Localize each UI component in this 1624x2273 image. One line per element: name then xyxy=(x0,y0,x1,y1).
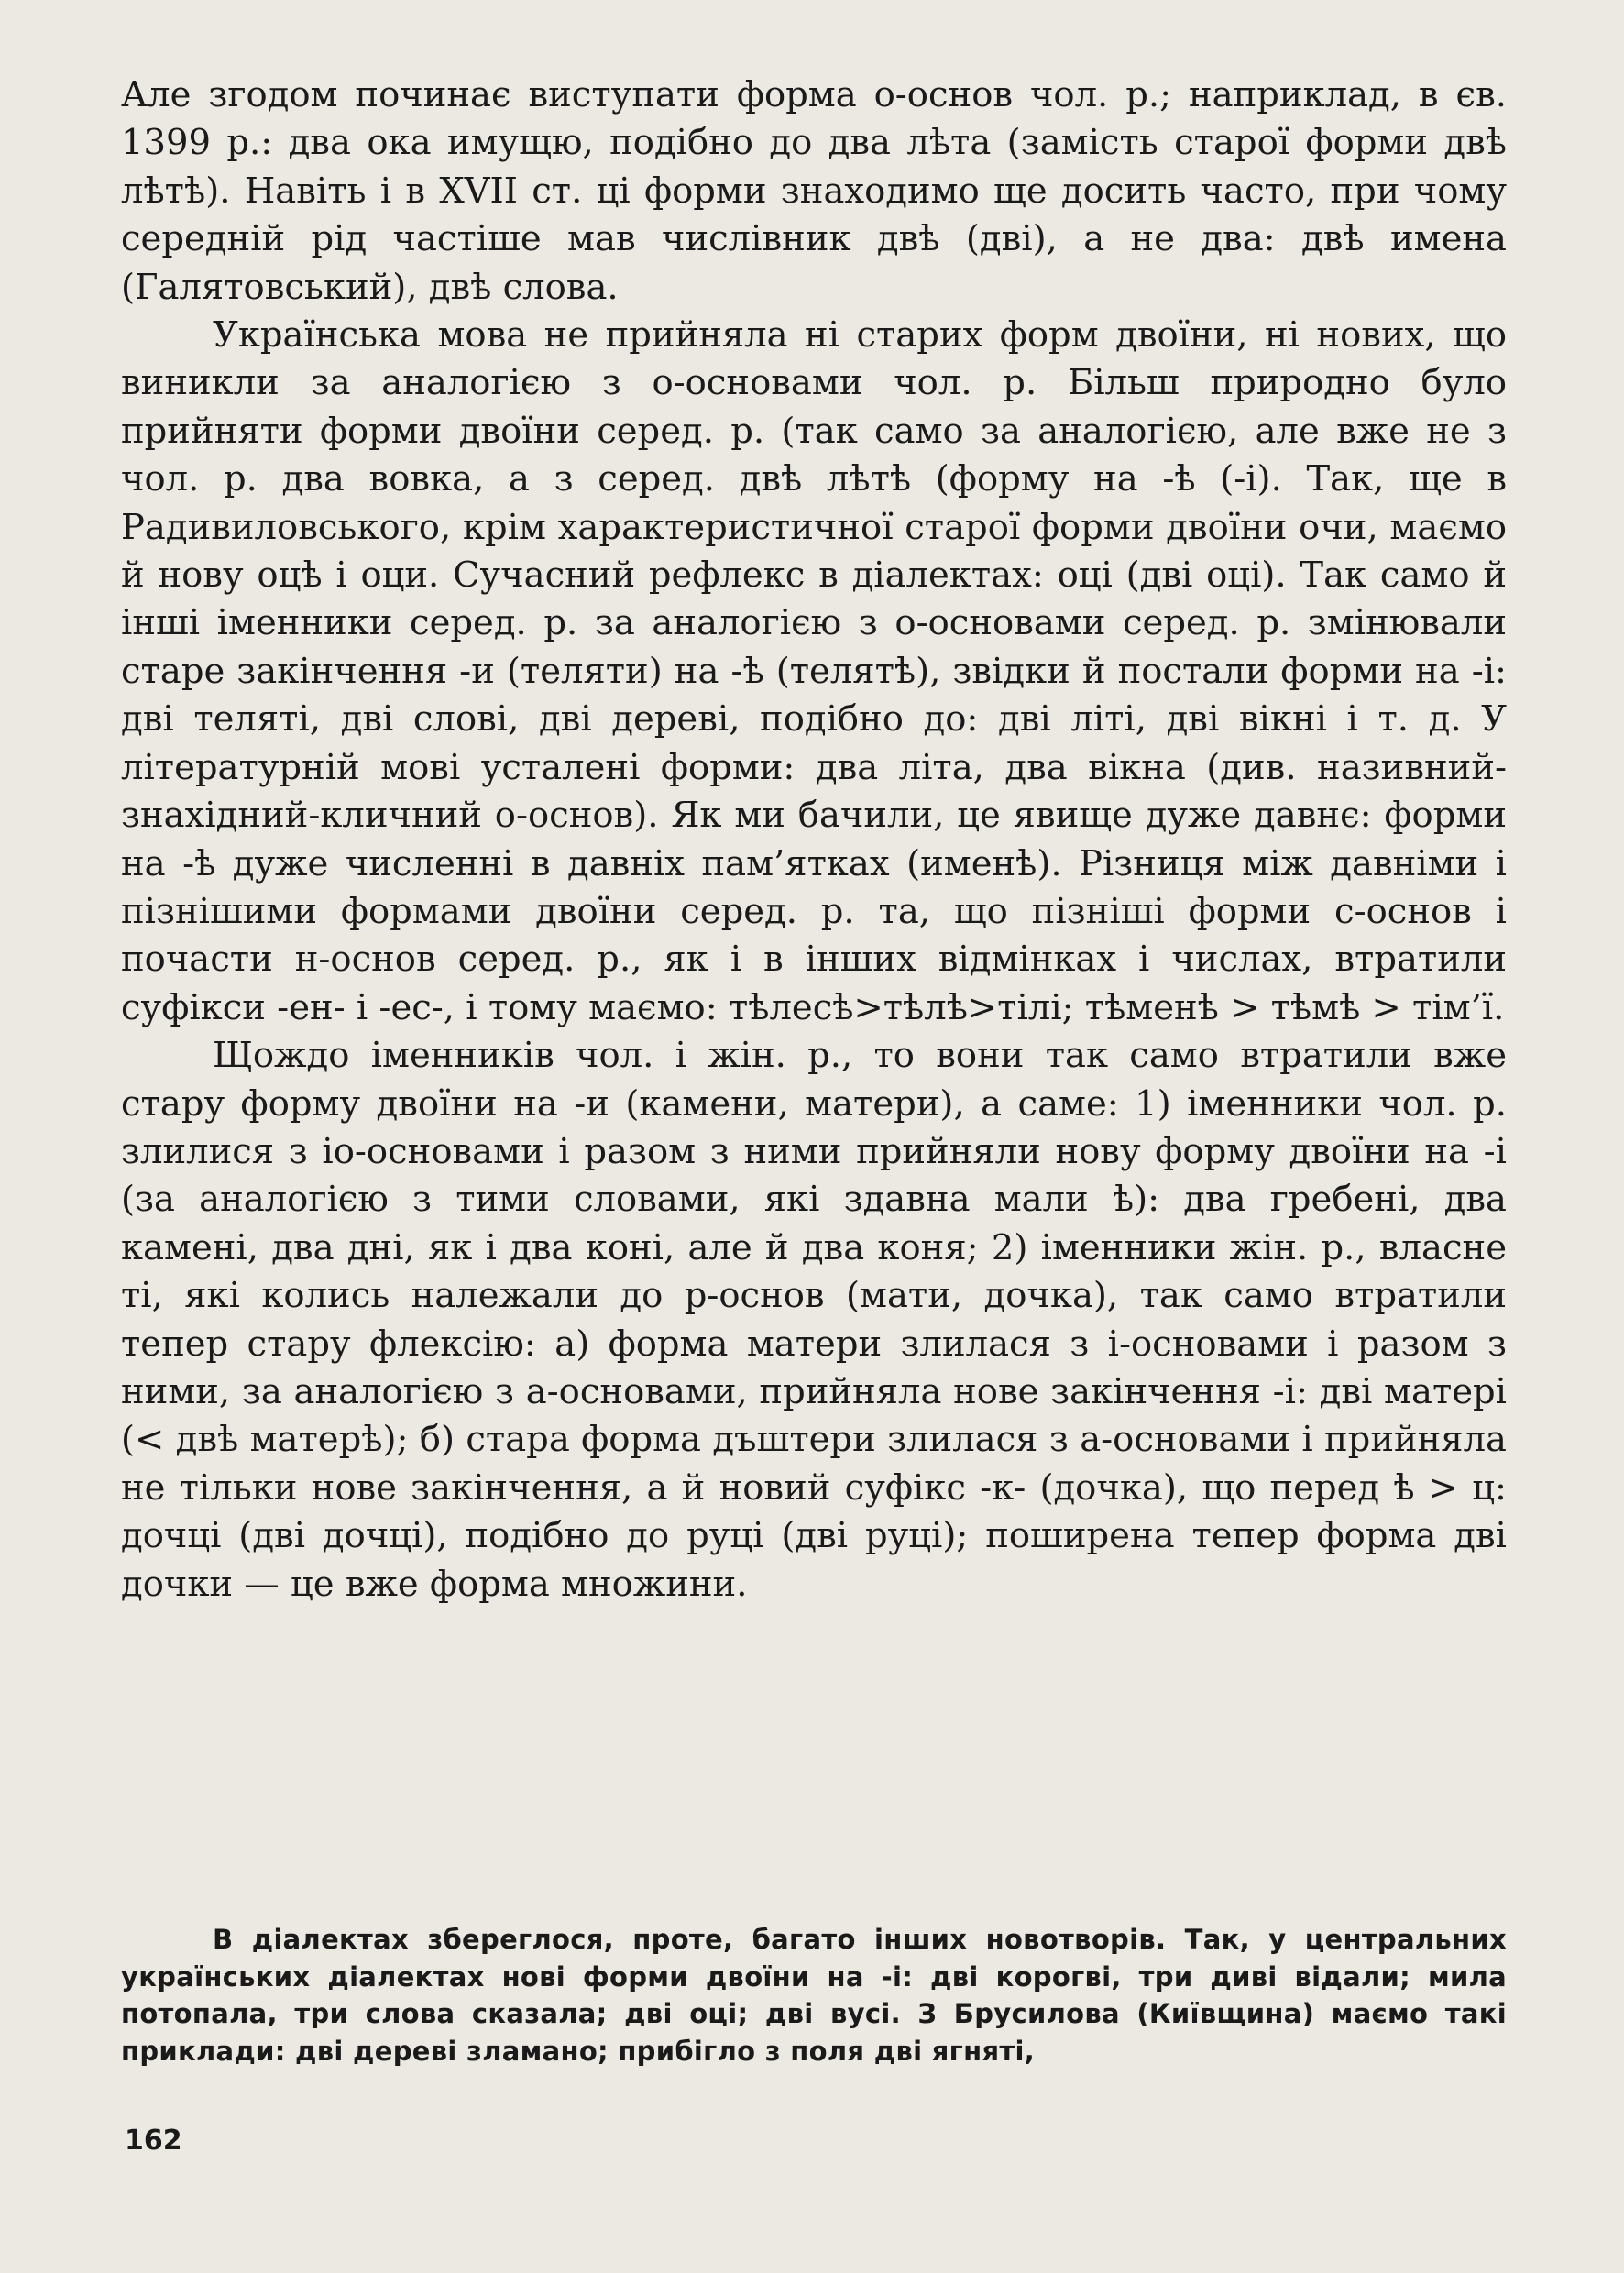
paragraph-3: Щождо іменників чол. і жін. р., то вони так само втратили вже стару форму двоїни на -и (камени, матери), а саме: 1) іменники чол. р. злилися з іо-основами і разом з ними прийняли нову форму двоїни на -і (за аналогією з тими словами, які здавна мали ѣ): два гребені, два камені, два дні, як і два коні, але й два коня; 2) іменники жін. р., власне ті, які колись належали до р-основ (мати, дочка), так само втратили тепер стару флексію: а) форма матери злилася з і-основами і разом з ними, за аналогією з а-основами, прийняла нове закінчення -і: дві матері (< двѣ матерѣ); б) стара форма дъштери злилася з а-основами і прийняла не тільки нове закінчення, а й новий суфікс -к- (дочка), що перед ѣ > ц: дочці (дві дочці), подібно до руці (дві руці); поширена тепер форма дві дочки — це вже форма множини. xyxy=(121,1035,1507,1605)
footnote-block xyxy=(121,1921,1507,2070)
main-text xyxy=(121,71,1507,1609)
page-number: 162 xyxy=(125,2125,182,2157)
paragraph-1: Але згодом починає виступати форма о-основ чол. р.; наприклад, в єв. 1399 р.: два ока имущю, подібно до два лѣта (замість старої форми двѣ лѣтѣ). Навіть і в XVII ст. ці форми знаходимо ще досить часто, при чому середній рід частіше мав числівник двѣ (дві), а не два: двѣ имена (Галятовський), двѣ слова. xyxy=(121,74,1507,308)
footnote-paragraph: В діалектах збереглося, проте, багато інших новотворів. Так, у центральних українських діалектах нові форми двоїни на -і: дві корогві, три диві відали; мила потопала, три слова сказала; дві оці; дві вусі. З Брусилова (Київщина) маємо такі приклади: дві дереві зламано; прибігло з поля дві ягняті, xyxy=(121,1924,1507,2067)
paragraph-2: Українська мова не прийняла ні старих форм двоїни, ні нових, що виникли за аналогією з о-основами чол. р. Більш природно було прийняти форми двоїни серед. р. (так само за аналогією, але вже не з чол. р. два вовка, а з серед. двѣ лѣтѣ (форму на -ѣ (-і). Так, ще в Радивиловського, крім характеристичної старої форми двоїни очи, маємо й нову оцѣ і оци. Сучасний рефлекс в діалектах: оці (дві оці). Так само й інші іменники серед. р. за аналогією з о-основами серед. р. змінювали старе закінчення -и (теляти) на -ѣ (телятѣ), звідки й постали форми на -і: дві теляті, дві слові, дві дереві, подібно до: дві літі, дві вікні і т. д. У літературній мові усталені форми: два літа, два вікна (див. називний-знахідний-кличний о-основ). Як ми бачили, це явище дуже давнє: форми на -ѣ дуже численні в давніх пам’ятках (именѣ). Різниця між давніми і пізнішими формами двоїни серед. р. та, що пізніші форми с-основ і почасти н-основ серед. р., як і в інших відмінках і числах, втратили суфікси -ен- і -ес-, і тому маємо: тѣлесѣ>тѣлѣ>тілі; тѣменѣ > тѣмѣ > тім’ї. xyxy=(121,314,1507,1028)
